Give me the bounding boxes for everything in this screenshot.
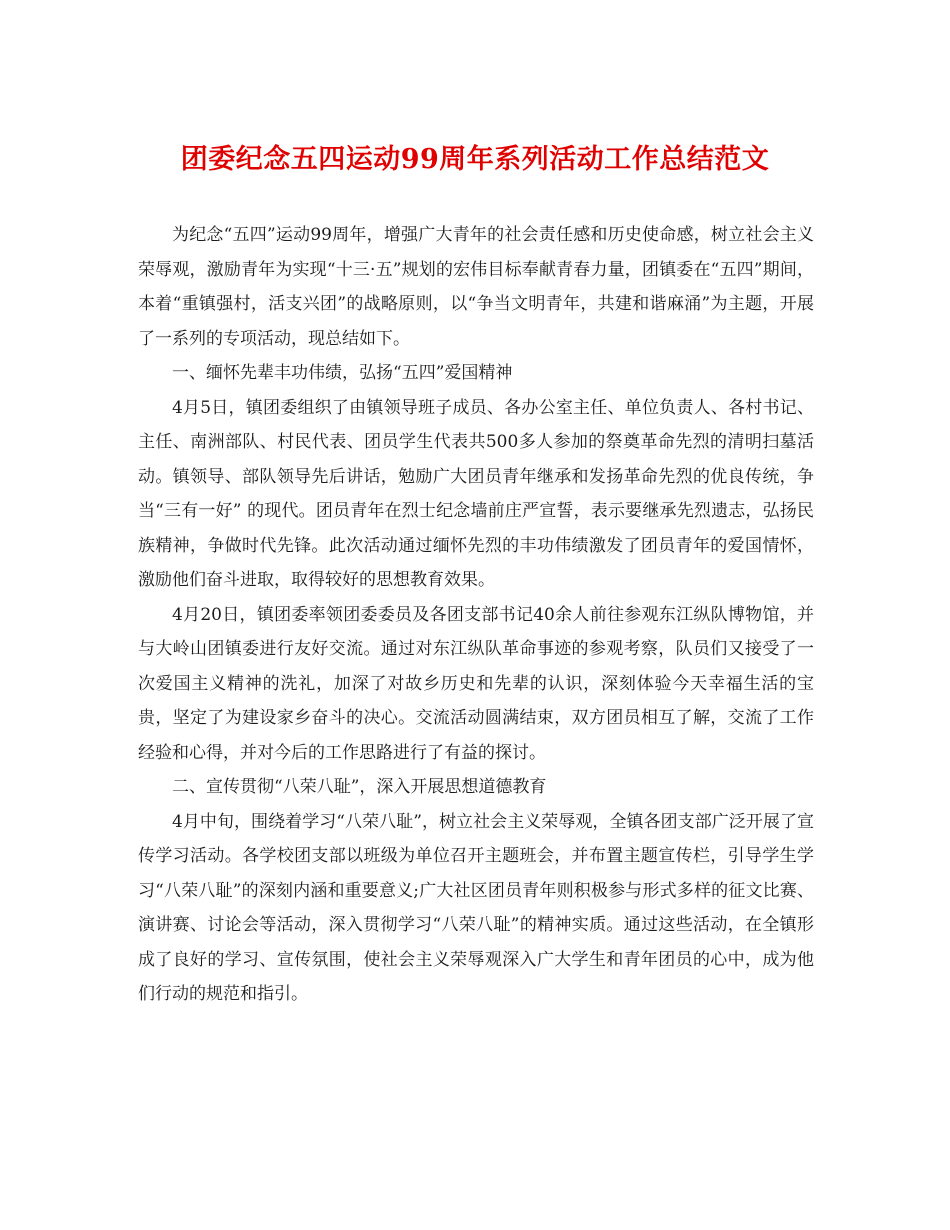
document-title: 团委纪念五四运动99周年系列活动工作总结范文 bbox=[180, 144, 770, 175]
paragraph-baron-bachi: 4月中旬，围绕着学习“八荣八耻”，树立社会主义荣辱观，全镇各团支部广泛开展了宣传学习活动。各学校团支部以班级为单位召开主题班会，并布置主题宣传栏，引导学生学习“八荣八耻”的深刻内涵和重要意义;广大社区团员青年则积极参与形式多样的征文比赛、演讲赛、讨论会等活动，深入贯彻学习“八荣八耻”的精神实质。通过这些活动，在全镇形成了良好的学习、宣传氛围，使社会主义荣辱观深入广大学生和青年团员的心中，成为他们行动的规范和指引。 bbox=[138, 811, 814, 1004]
paragraph-intro: 为纪念“五四”运动99周年，增强广大青年的社会责任感和历史使命感，树立社会主义荣辱观，激励青年为实现“十三·五”规划的宏伟目标奉献青春力量，团镇委在“五四”期间，本着“重镇强村，活支兴团”的战略原则，以“争当文明青年，共建和谐麻涌”为主题，开展了一系列的专项活动，现总结如下。 bbox=[138, 225, 814, 349]
paragraph-qingming: 4月5日，镇团委组织了由镇领导班子成员、各办公室主任、单位负责人、各村书记、主任、南洲部队、村民代表、团员学生代表共500多人参加的祭奠革命先烈的清明扫墓活动。镇领导、部队领导先后讲话，勉励广大团员青年继承和发扬革命先烈的优良传统，争当“三有一好” 的现代。团员青年在烈士纪念墙前庄严宣誓，表示要继承先烈遗志，弘扬民族精神，争做时代先锋。此次活动通过缅怀先烈的丰功伟绩激发了团员青年的爱国情怀，激励他们奋斗进取，取得较好的思想教育效果。 bbox=[138, 397, 814, 590]
paragraph-museum-visit: 4月20日，镇团委率领团委委员及各团支部书记40余人前往参观东江纵队博物馆，并与大岭山团镇委进行友好交流。通过对东江纵队革命事迹的参观考察，队员们又接受了一次爱国主义精神的洗礼，加深了对故乡历史和先辈的认识，深刻体验今天幸福生活的宝贵，坚定了为建设家乡奋斗的决心。交流活动圆满结束，双方团员相互了解，交流了工作经验和心得，并对今后的工作思路进行了有益的探讨。 bbox=[138, 604, 814, 763]
section-heading-2: 二、宣传贯彻“八荣八耻”，深入开展思想道德教育 bbox=[172, 777, 547, 797]
document-body bbox=[138, 218, 814, 1012]
section-heading-1: 一、缅怀先辈丰功伟绩，弘扬“五四”爱国精神 bbox=[172, 363, 513, 383]
